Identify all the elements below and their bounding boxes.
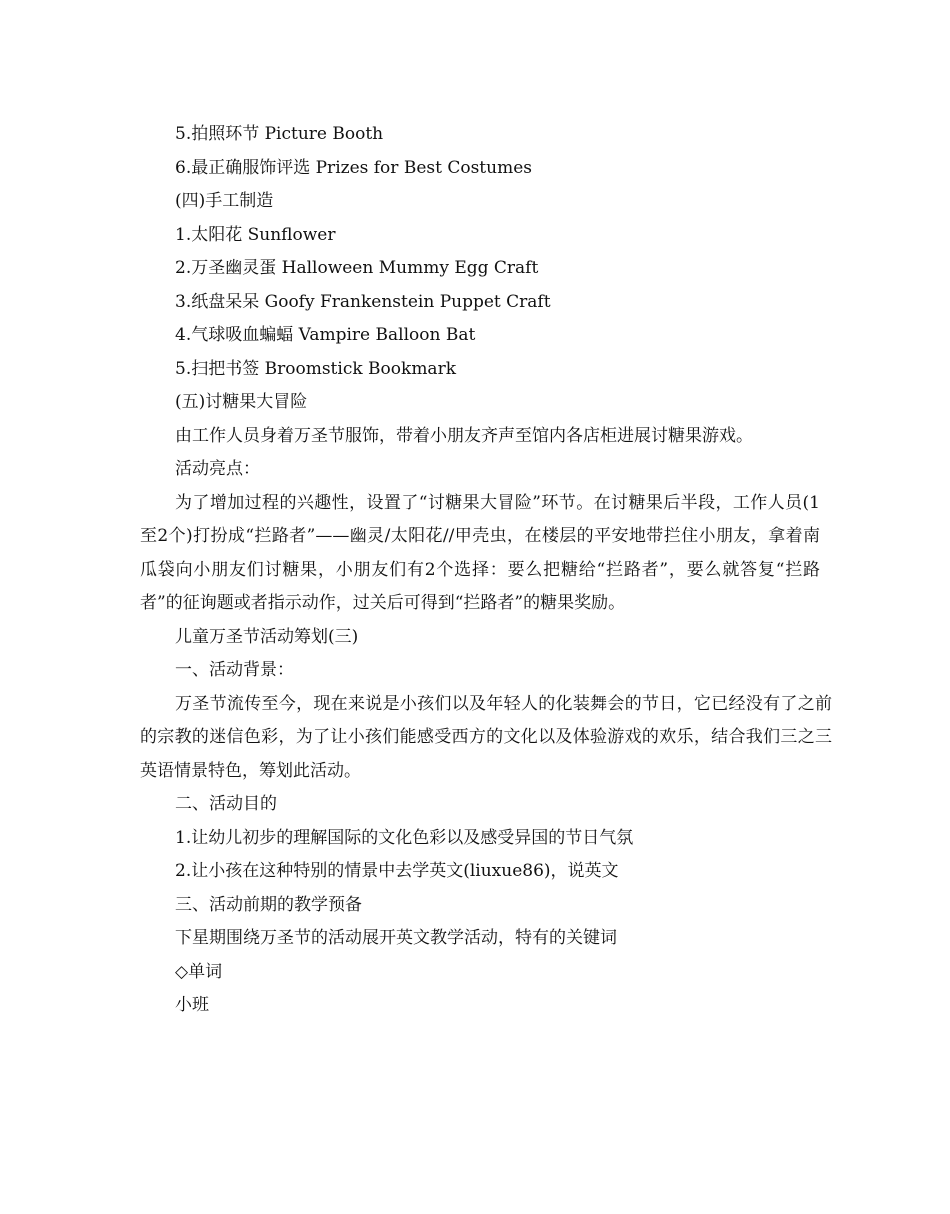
list-item: 2.万圣幽灵蛋 Halloween Mummy Egg Craft: [175, 258, 539, 278]
list-item: 1.太阳花 Sunflower: [175, 224, 336, 245]
background-paragraph: 万圣节流传至今，现在来说是小孩们以及年轻人的化装舞会的节日，它已经没有了之前的宗教的迷信色彩，为了让小孩们能感受西方的文化以及体验游戏的欢乐，结合我们三之三英语情景特色，筹划此活动。: [140, 693, 832, 781]
list-item: 5.拍照环节 Picture Booth: [175, 124, 384, 144]
section-heading: (五)讨糖果大冒险: [175, 392, 308, 412]
list-item: 5.扫把书签 Broomstick Bookmark: [175, 358, 456, 379]
paragraph-line: 下星期围绕万圣节的活动展开英文教学活动，特有的关键词: [175, 928, 617, 948]
section-heading: 三、活动前期的教学预备: [175, 894, 362, 915]
list-item: 1.让幼儿初步的理解国际的文化色彩以及感受异国的节日气氛: [175, 827, 634, 848]
class-label: 小班: [175, 995, 209, 1015]
document-body: [140, 118, 832, 1023]
highlight-paragraph: 为了增加过程的兴趣性，设置了“讨糖果大冒险”环节。在讨糖果后半段，工作人员(1至2个)打扮成“拦路者”——幽灵/太阳花//甲壳虫，在楼层的平安地带拦住小朋友，拿着南瓜袋向小朋友们讨糖果，小朋友们有2个选择：要么把糖给“拦路者”，要么就答复“拦路者”的征询题或者指示动作，过关后可得到“拦路者”的糖果奖励。: [140, 492, 820, 613]
section-title: 儿童万圣节活动筹划(三): [175, 626, 359, 647]
list-item: 6.最正确服饰评选 Prizes for Best Costumes: [175, 157, 532, 178]
vocabulary-heading: ◇单词: [175, 961, 223, 982]
section-heading: 二、活动目的: [175, 794, 277, 814]
background-heading: 一、活动背景：: [175, 660, 294, 680]
highlight-heading: 活动亮点：: [175, 459, 260, 479]
list-item: 2.让小孩在这种特别的情景中去学英文(liuxue86)，说英文: [175, 861, 619, 881]
list-item: 4.气球吸血蝙蝠 Vampire Balloon Bat: [175, 325, 476, 345]
list-item: 3.纸盘呆呆 Goofy Frankenstein Puppet Craft: [175, 291, 551, 312]
paragraph-line: 由工作人员身着万圣节服饰，带着小朋友齐声至馆内各店柜进展讨糖果游戏。: [175, 425, 753, 446]
section-heading: (四)手工制造: [175, 191, 274, 211]
